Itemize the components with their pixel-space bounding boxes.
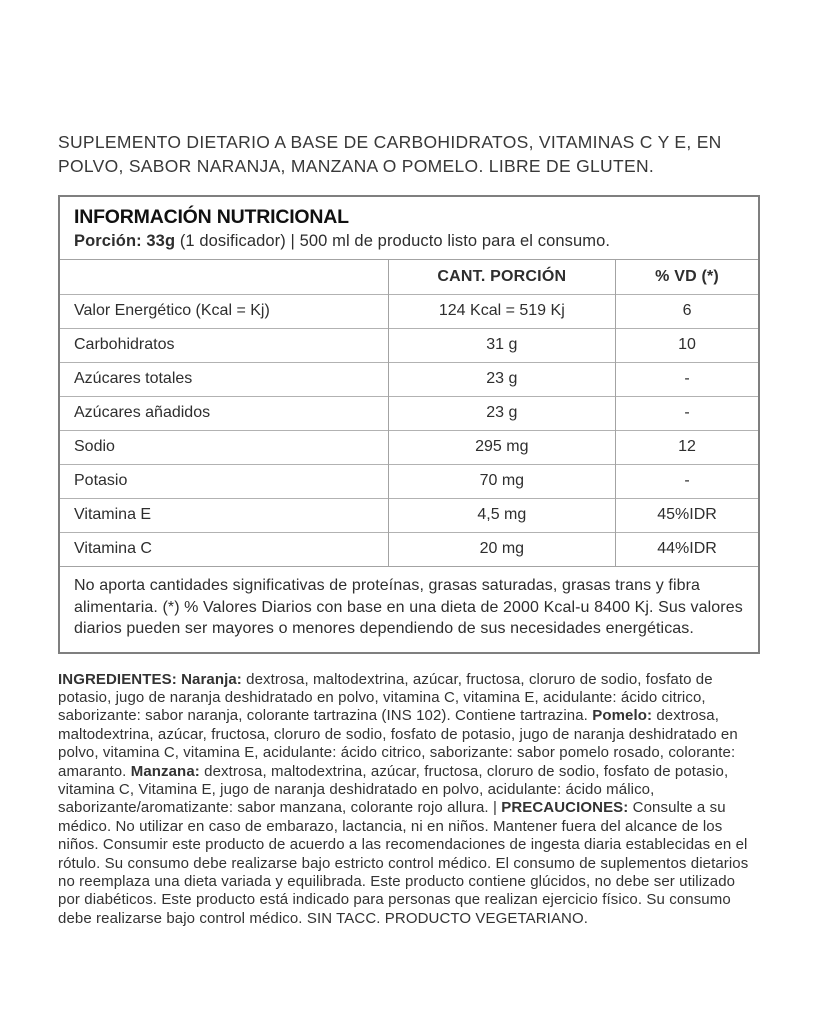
product-description: SUPLEMENTO DIETARIO A BASE DE CARBOHIDRATOS, VITAMINAS C Y E, EN POLVO, SABOR NARANJA, MANZANA O POMELO. LIBRE DE GLUTEN. [58,131,722,176]
nutrient-name: Valor Energético (Kcal = Kj) [60,294,388,328]
nutrition-table [60,260,758,566]
col-header-amount: CANT. PORCIÓN [388,260,616,294]
nutrient-row [60,532,758,566]
nutrient-row [60,396,758,430]
nutrient-daily-value: 45%IDR [616,498,758,532]
nutrient-amount: 295 mg [388,430,616,464]
col-header-empty [60,260,388,294]
nutrient-amount: 23 g [388,362,616,396]
table-header-row [60,260,758,294]
nutrient-name: Azúcares añadidos [60,396,388,430]
nutrient-row [60,430,758,464]
nutrient-daily-value: 44%IDR [616,532,758,566]
nutrient-daily-value: 10 [616,328,758,362]
nutrient-amount: 70 mg [388,464,616,498]
nutrient-amount: 31 g [388,328,616,362]
nutrient-name: Vitamina E [60,498,388,532]
nutrient-row [60,498,758,532]
nutrient-name: Potasio [60,464,388,498]
nutrient-daily-value: - [616,396,758,430]
panel-header [60,197,758,260]
nutrient-daily-value: - [616,464,758,498]
panel-title: INFORMACIÓN NUTRICIONAL [74,206,349,228]
nutrient-row [60,362,758,396]
nutrient-daily-value: 12 [616,430,758,464]
nutrition-facts-panel [58,195,760,654]
nutrient-row [60,328,758,362]
nutrient-amount: 23 g [388,396,616,430]
nutrient-amount: 20 mg [388,532,616,566]
nutrient-name: Vitamina C [60,532,388,566]
nutrient-row [60,294,758,328]
nutrient-name: Azúcares totales [60,362,388,396]
col-header-daily-value: % VD (*) [616,260,758,294]
nutrient-amount: 124 Kcal = 519 Kj [388,294,616,328]
daily-values-footnote: No aporta cantidades significativas de proteínas, grasas saturadas, grasas trans y fibra alimentaria. (*) % Valores Diarios con base en una dieta de 2000 Kcal-u 8400 Kj. Sus valores diarios pueden ser mayores o menores dependiendo de sus necesidades energéticas. [60,566,758,652]
nutrient-name: Sodio [60,430,388,464]
nutrient-amount: 4,5 mg [388,498,616,532]
nutrient-daily-value: 6 [616,294,758,328]
ingredients-paragraph: INGREDIENTES: Naranja: dextrosa, maltodextrina, azúcar, fructosa, cloruro de sodio, fosfato de potasio, jugo de naranja deshidratado en polvo, vitamina C, vitamina E, acidulante: ácido citrico, saborizante: sabor naranja, colorante tartrazina (INS 102). Contiene tartrazina. Pomelo: dextrosa, maltodextrina, azúcar, fructosa, cloruro de sodio, fosfato de potasio, jugo de naranja deshidratado en polvo, vitamina C, vitamina E, acidulante: ácido citrico, saborizante: sabor pomelo rosado, colorante: amaranto. Manzana: dextrosa, maltodextrina, azúcar, fructosa, cloruro de sodio, fosfato de potasio, vitamina C, Vitamina E, jugo de naranja deshidratado en polvo, acidulante: ácido málico, saborizante/aromatizante: sabor manzana, colorante rojo allura. | PRECAUCIONES: Consulte a su médico. No utilizar en caso de embarazo, lactancia, ni en niños. Mantener fuera del alcance de los niños. Consumir este producto de acuerdo a las recomendaciones de ingesta diaria establecidas en el rótulo. Su consumo debe realizarse bajo estricto control médico. El consumo de suplementos dietarios no reemplaza una dieta variada y equilibrada. Este producto contiene glúcidos, no debe ser utilizado por diabéticos. Este producto está indicado para personas que realizan ejercicio físico. Su consumo debe realizarse bajo control médico. SIN TACC. PRODUCTO VEGETARIANO. [58,670,749,927]
portion-line: Porción: 33g (1 dosificador) | 500 ml de producto listo para el consumo. [74,232,611,250]
nutrient-name: Carbohidratos [60,328,388,362]
nutrient-daily-value: - [616,362,758,396]
nutrient-row [60,464,758,498]
